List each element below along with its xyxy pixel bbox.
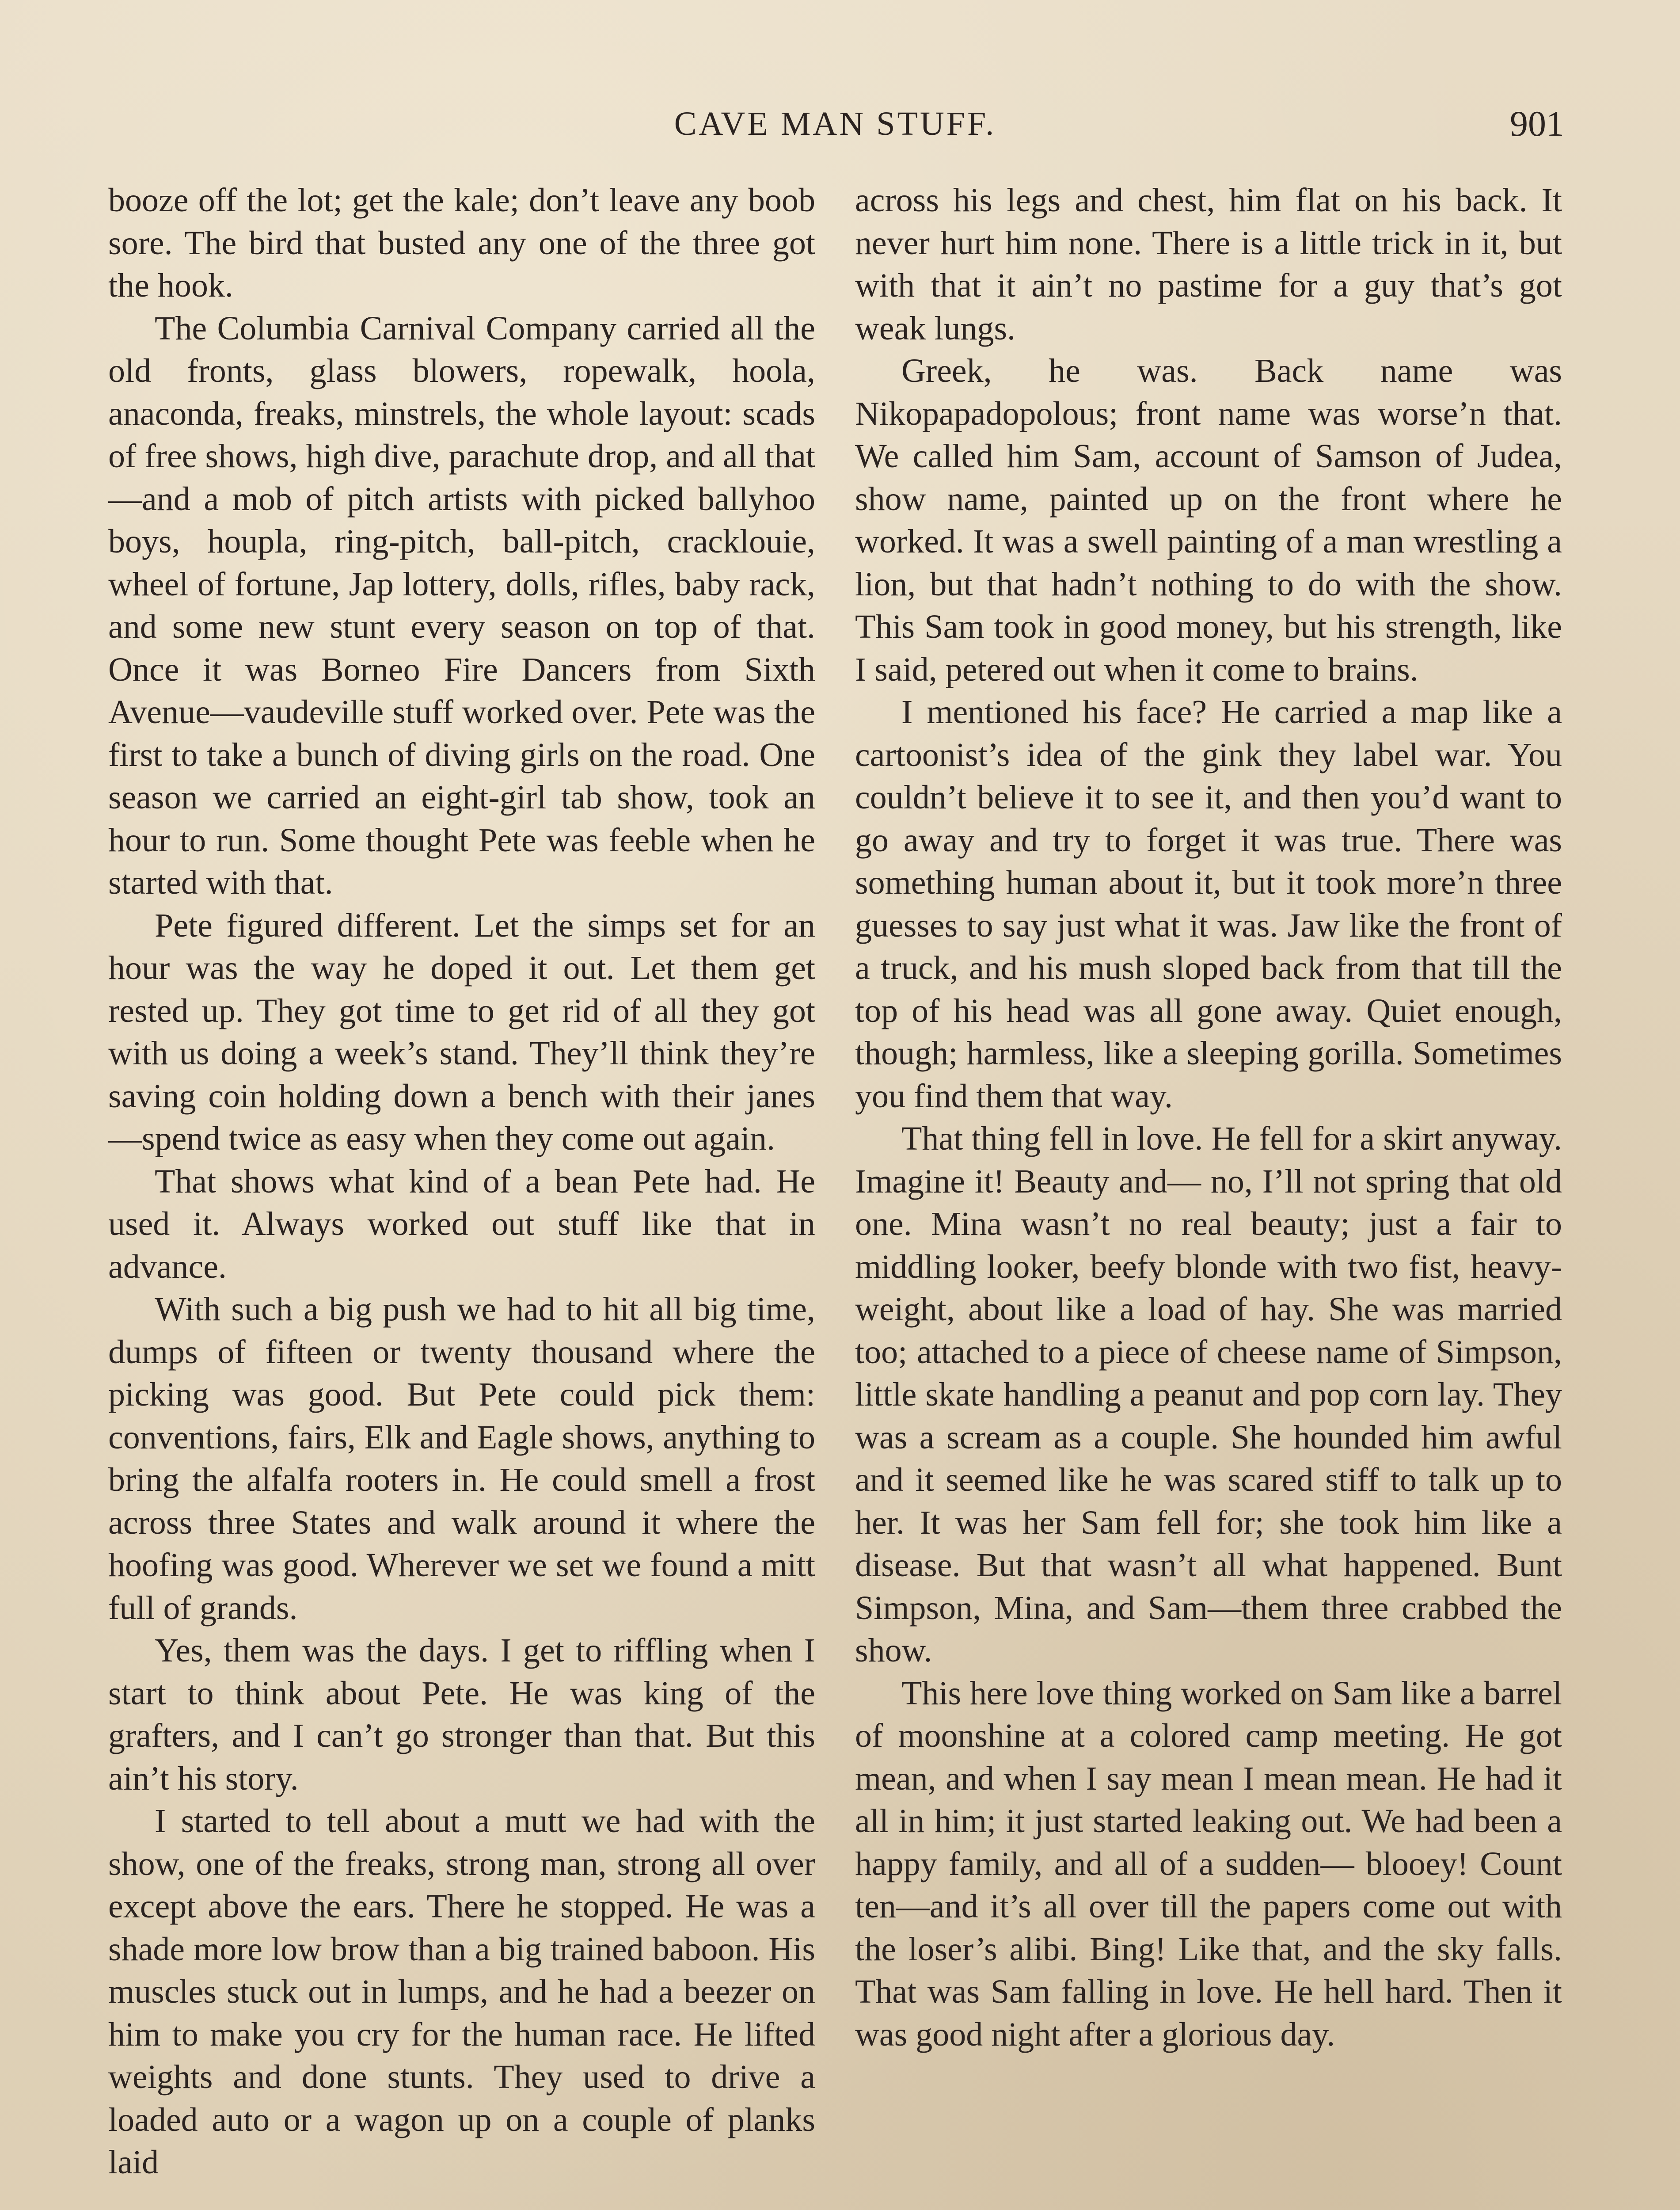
left-column <box>108 179 815 2210</box>
paragraph: I mentioned his face? He carried a map like a cartoonist’s idea of the gink they label war. You couldn’t believe it to see it, and then you’d want to go away and try to forget it was true. There was something human about it, but it took more’n three guesses to say just what it was. Jaw like the front of a truck, and his mush sloped back from that till the top of his head was all gone away. Quiet enough, though; harmless, like a sleeping gorilla. Sometimes you find them that way. <box>855 693 1562 1115</box>
page-number: 901 <box>1510 103 1564 144</box>
paragraph: This here love thing worked on Sam like a barrel of moonshine at a colored camp meeting. He got mean, and when I say mean I mean mean. He had it all in him; it just started leaking out. We had been a happy family, and all of a sudden— blooey! Count ten—and it’s all over till the papers come out with the loser’s alibi. Bing! Like that, and the sky falls. That was Sam falling in love. He hell hard. Then it was good night after a glorious day. <box>855 1674 1562 2053</box>
running-head <box>106 99 1564 148</box>
paragraph: That shows what kind of a bean Pete had. He used it. Always worked out stuff like that in advance. <box>108 1162 815 1285</box>
paragraph: Greek, he was. Back name was Nikopapadopolous; front name was worse’n that. We called him Sam, account of Samson of Judea, show name, painted up on the front where he worked. It was a swell painting of a man wrestling a lion, but that hadn’t nothing to do with the show. This Sam took in good money, but his strength, like I said, petered out when it come to brains. <box>855 352 1562 688</box>
paragraph: Pete figured different. Let the simps set for an hour was the way he doped it out. Let them get rested up. They got time to get rid of all they got with us doing a week’s stand. They’ll think they’re saving coin holding down a bench with their janes —spend twice as easy when they come out again. <box>108 907 815 1157</box>
running-title: CAVE MAN STUFF. <box>674 105 996 142</box>
paragraph: The Columbia Carnival Company carried all the old fronts, glass blowers, ropewalk, hoola, anaconda, freaks, minstrels, the whole layout: scads of free shows, high dive, parachute drop, and all that—and a mob of pitch artists with picked ballyhoo boys, houpla, ring-pitch, ball-pitch, cracklouie, wheel of fortune, Jap lottery, dolls, rifles, baby rack, and some new stunt every season on top of that. Once it was Borneo Fire Dancers from Sixth Avenue—vaudeville stuff worked over. Pete was the first to take a bunch of diving girls on the road. One season we carried an eight-girl tab show, took an hour to run. Some thought Pete was feeble when he started with that. <box>108 309 815 901</box>
paragraph: Yes, them was the days. I get to riffling when I start to think about Pete. He was king of the grafters, and I can’t go stronger than that. But this ain’t his story. <box>108 1632 815 1797</box>
right-column <box>855 179 1562 2210</box>
paragraph: across his legs and chest, him flat on his back. It never hurt him none. There is a little trick in it, but with that it ain’t no pastime for a guy that’s got weak lungs. <box>855 182 1562 347</box>
paragraph: booze off the lot; get the kale; don’t leave any boob sore. The bird that busted any one of the three got the hook. <box>108 182 815 304</box>
paragraph: With such a big push we had to hit all big time, dumps of fifteen or twenty thousand where the picking was good. But Pete could pick them: conventions, fairs, Elk and Eagle shows, anything to bring the alfalfa rooters in. He could smell a frost across three States and walk around it where the hoofing was good. Wherever we set we found a mitt full of grands. <box>108 1291 815 1627</box>
paragraph: That thing fell in love. He fell for a skirt anyway. Imagine it! Beauty and— no, I’ll not spring that old one. Mina wasn’t no real beauty; just a fair to middling looker, beefy blonde with two fist, heavy-weight, about like a load of hay. She was married too; attached to a piece of cheese name of Simpson, little skate handling a peanut and pop corn lay. They was a scream as a couple. She hounded him awful and it seemed like he was scared stiff to talk up to her. It was her Sam fell for; she took him like a disease. But that wasn’t all what happened. Bunt Simpson, Mina, and Sam—them three crabbed the show. <box>855 1120 1562 1669</box>
paragraph: I started to tell about a mutt we had with the show, one of the freaks, strong man, strong all over except above the ears. There he stopped. He was a shade more low brow than a big trained baboon. His muscles stuck out in lumps, and he had a beezer on him to make you cry for the human race. He lifted weights and done stunts. They used to drive a loaded auto or a wagon up on a couple of planks laid <box>108 1802 815 2181</box>
